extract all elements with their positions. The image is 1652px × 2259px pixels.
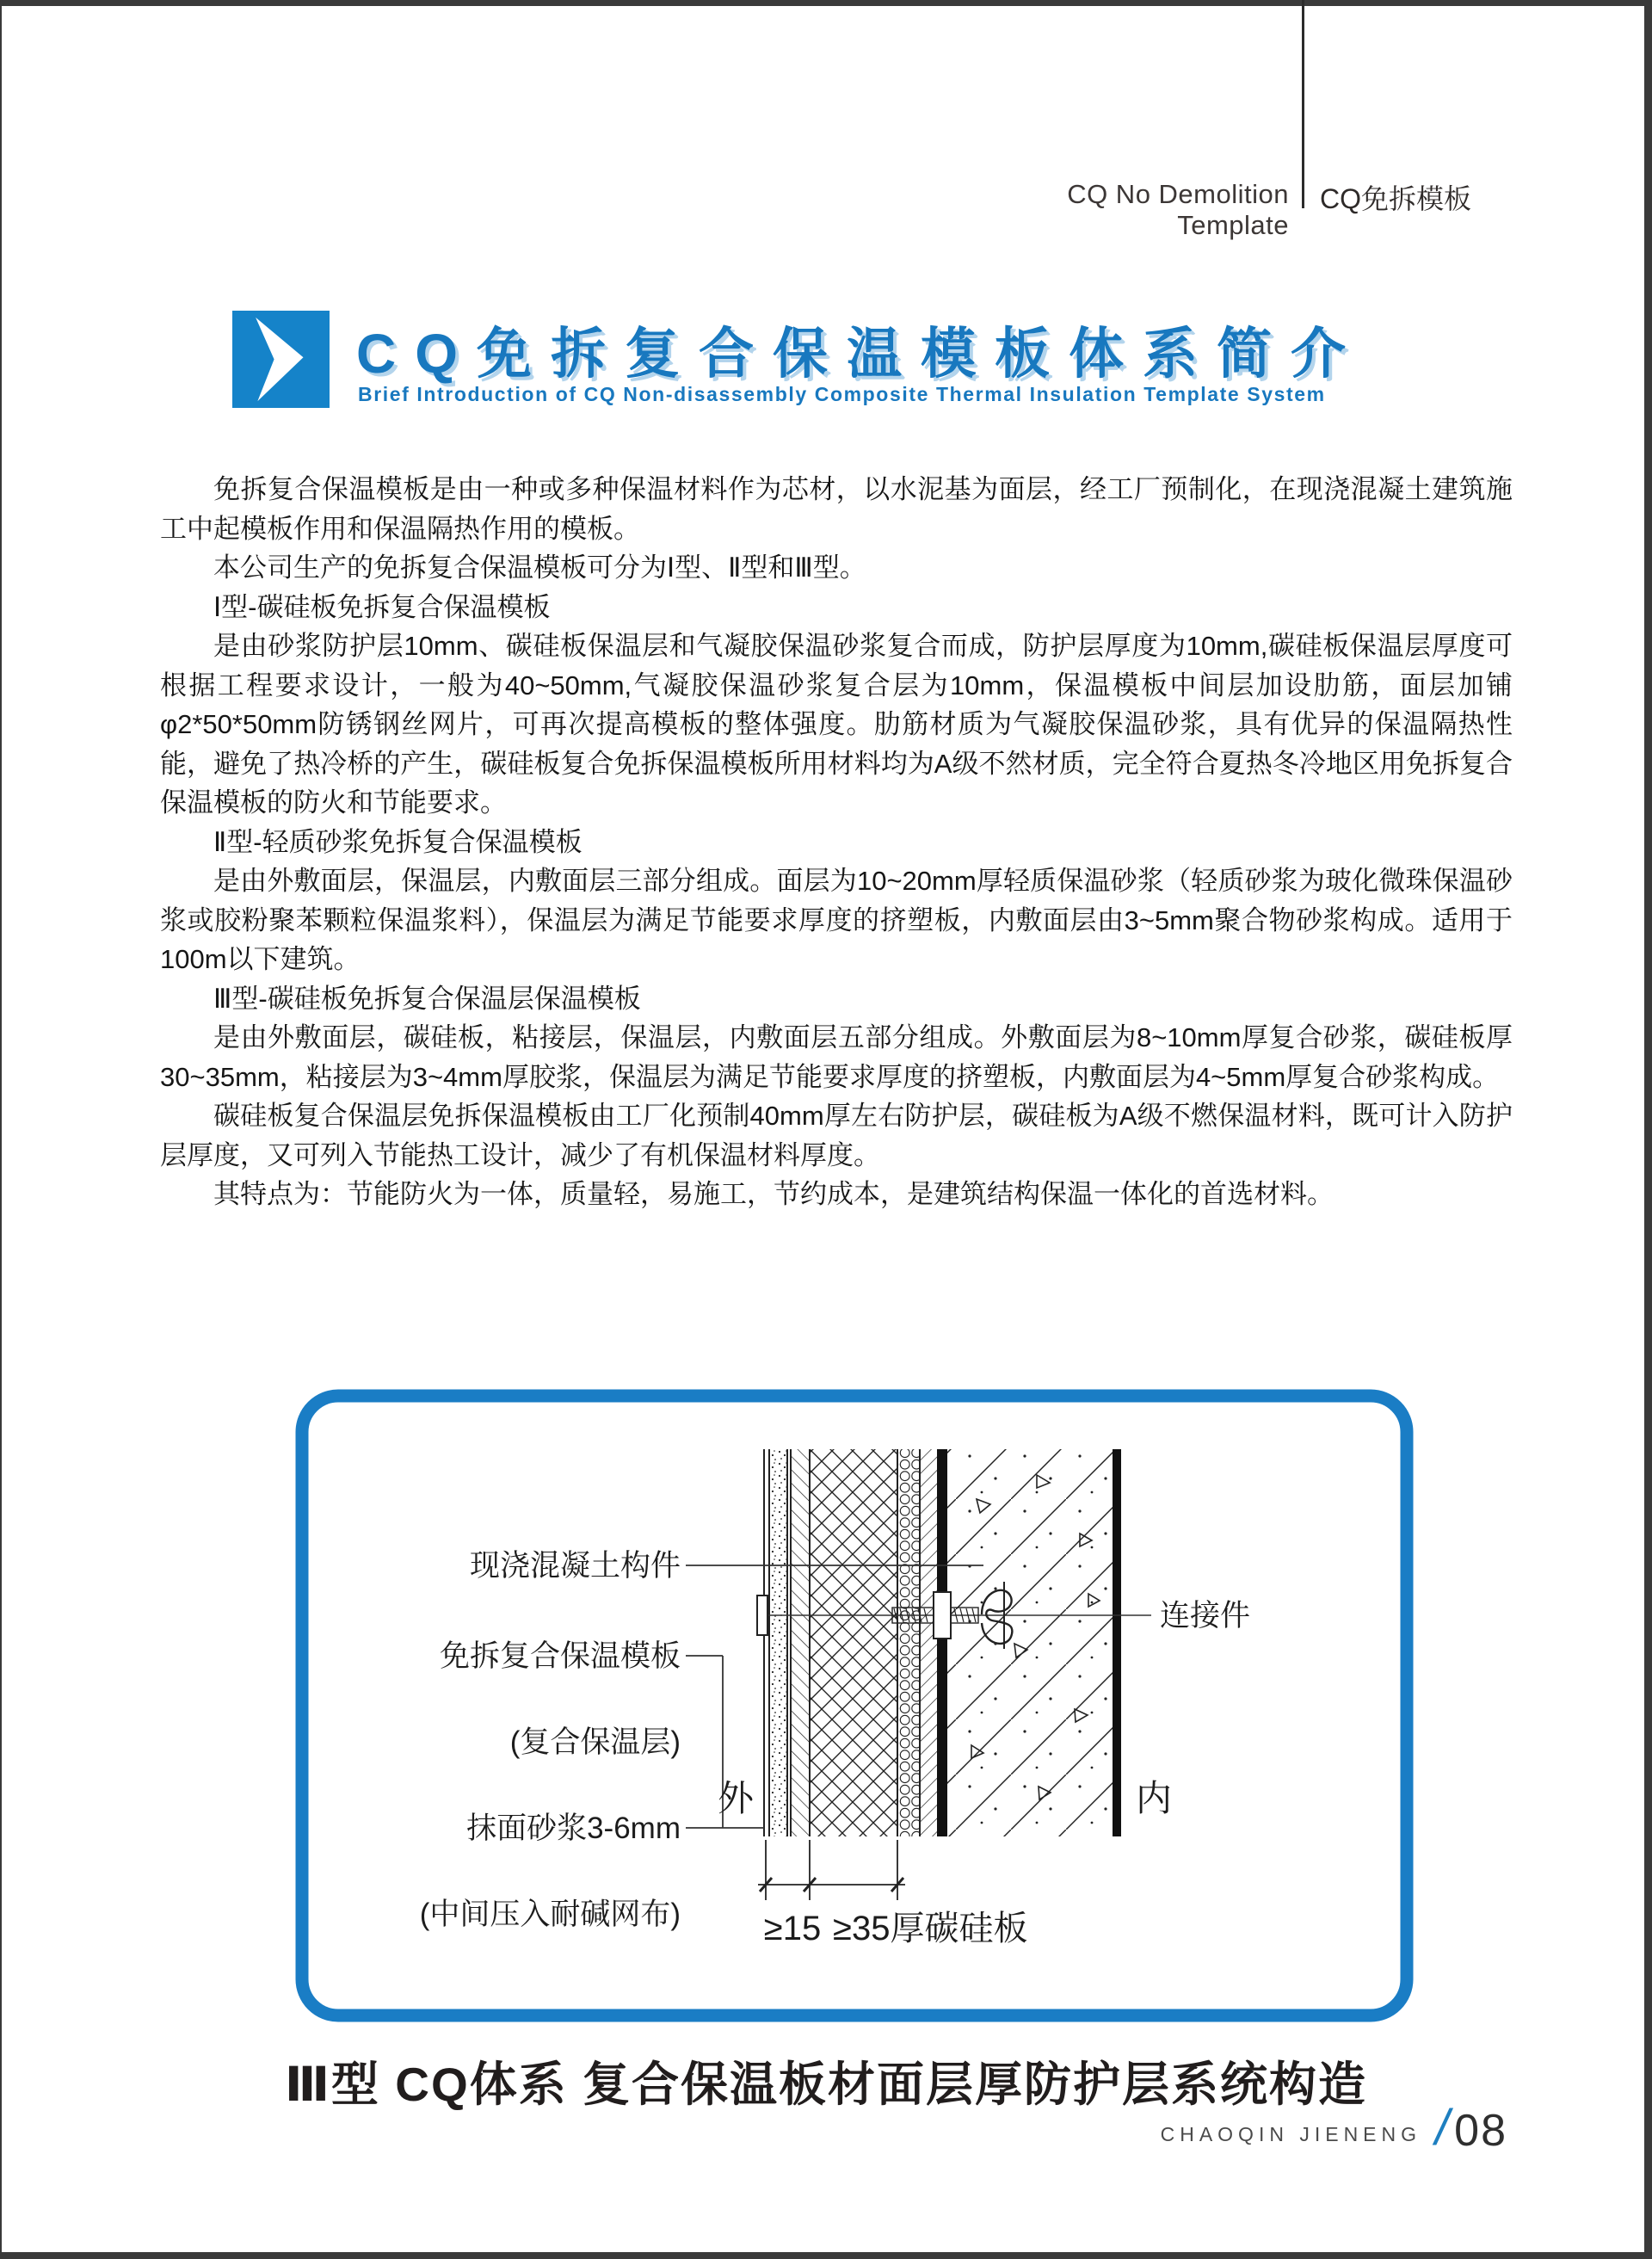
- outer-washer: [757, 1595, 767, 1635]
- paragraph: 其特点为：节能防火为一体，质量轻，易施工，节约成本，是建筑结构保温一体化的首选材料。: [213, 1179, 1334, 1209]
- construction-detail-figure: [295, 1389, 1414, 2022]
- page-bottom-border: [0, 2252, 1652, 2259]
- forward-arrow-icon: [232, 311, 330, 408]
- footer-slash: /: [1435, 2100, 1450, 2156]
- running-header-chinese: CQ免拆模板: [1320, 183, 1472, 214]
- paragraph-type3-heading: Ⅲ型-碳硅板免拆复合保温层保温模板: [213, 983, 641, 1014]
- page-number: 08: [1454, 2106, 1507, 2156]
- header-divider-line: [1302, 0, 1304, 208]
- cast-concrete-area: [947, 1449, 1114, 1836]
- paragraph: 是由砂浆防护层10mm、碳硅板保温层和气凝胶保温砂浆复合而成，防护层厚度为10mm,碳硅板保温层厚度可根据工程要求设计，一般为40~50mm,气凝胶保温砂浆复合层为10mm，保温模板中间层加设肋筋，面层加铺φ2*50*50mm防锈钢丝网片，可再次提高模板的整体强度。肋筋材质为气凝胶保温砂浆，具有优异的保温隔热性能，避免了热冷桥的产生，碳硅板复合免拆保温模板所用材料均为A级不然材质，完全符合夏热冬冷地区用免拆复合保温模板的防火和节能要求。: [160, 631, 1513, 818]
- wall-layers: [769, 1449, 1121, 1836]
- paragraph-type1-heading: Ⅰ型-碳硅板免拆复合保温模板: [213, 591, 551, 622]
- label-mesh: (中间压入耐碱网布): [419, 1898, 681, 1931]
- inner-face-line: [1113, 1449, 1121, 1836]
- page-footer: [1160, 2100, 1507, 2156]
- brand-name: CHAOQIN JIENENG: [1160, 2123, 1422, 2145]
- running-header-english: CQ No Demolition Template: [1067, 179, 1289, 240]
- figure-caption: Ⅲ型 CQ体系 复合保温板材面层厚防护层系统构造: [284, 2058, 1368, 2111]
- page-top-border: [0, 0, 1652, 6]
- label-cast-concrete: 现浇混凝土构件: [469, 1549, 681, 1583]
- paragraph: 是由外敷面层，保温层，内敷面层三部分组成。面层为10~20mm厚轻质保温砂浆（轻质砂浆为玻化微珠保温砂浆或胶粉聚苯颗粒保温浆料），保温层为满足节能要求厚度的挤塑板，内敷面层由3~5mm聚合物砂浆构成。适用于100m以下建筑。: [160, 866, 1513, 974]
- paragraph: 本公司生产的免拆复合保温模板可分为Ⅰ型、Ⅱ型和Ⅲ型。: [213, 552, 866, 583]
- paragraph: 碳硅板复合保温层免拆保温模板由工厂化预制40mm厚左右防护层，碳硅板为A级不燃保温材料，既可计入防护层厚度，又可列入节能热工设计，减少了有机保温材料厚度。: [160, 1101, 1513, 1170]
- body-text: [160, 470, 1513, 1214]
- paragraph-type2-heading: Ⅱ型-轻质砂浆免拆复合保温模板: [213, 826, 583, 857]
- section-title: CQ免拆复合保温模板体系简介: [356, 323, 1365, 385]
- label-template: 免拆复合保温模板: [439, 1639, 681, 1673]
- label-outside: 外: [717, 1778, 755, 1818]
- label-inside: 内: [1135, 1778, 1173, 1818]
- paragraph: 免拆复合保温模板是由一种或多种保温材料作为芯材，以水泥基为面层，经工厂预制化，在现浇混凝土建筑施工中起模板作用和保温隔热作用的模板。: [160, 474, 1513, 544]
- anchor-plate: [934, 1592, 951, 1639]
- label-composite-layer: (复合保温层): [509, 1725, 681, 1759]
- paragraph: 是由外敷面层，碳硅板，粘接层，保温层，内敷面层五部分组成。外敷面层为8~10mm厚复合砂浆，碳硅板厚30~35mm，粘接层为3~4mm厚胶浆，保温层为满足节能要求厚度的挤塑板，内敷面层为4~5mm厚复合砂浆构成。: [160, 1022, 1513, 1092]
- wall-section-drawing: [295, 1389, 1414, 2022]
- page-right-border: [1644, 0, 1652, 2259]
- page-left-border: [0, 0, 2, 2259]
- dim-15: ≥15: [763, 1910, 822, 1947]
- label-connector: 连接件: [1160, 1599, 1251, 1633]
- formwork-face-band: [937, 1449, 947, 1836]
- dim-35: ≥35厚碳硅板: [833, 1910, 1028, 1947]
- label-mortar: 抹面砂浆3-6mm: [466, 1812, 681, 1845]
- section-subtitle-english: Brief Introduction of CQ Non-disassembly Composite Thermal Insulation Template System: [358, 383, 1326, 405]
